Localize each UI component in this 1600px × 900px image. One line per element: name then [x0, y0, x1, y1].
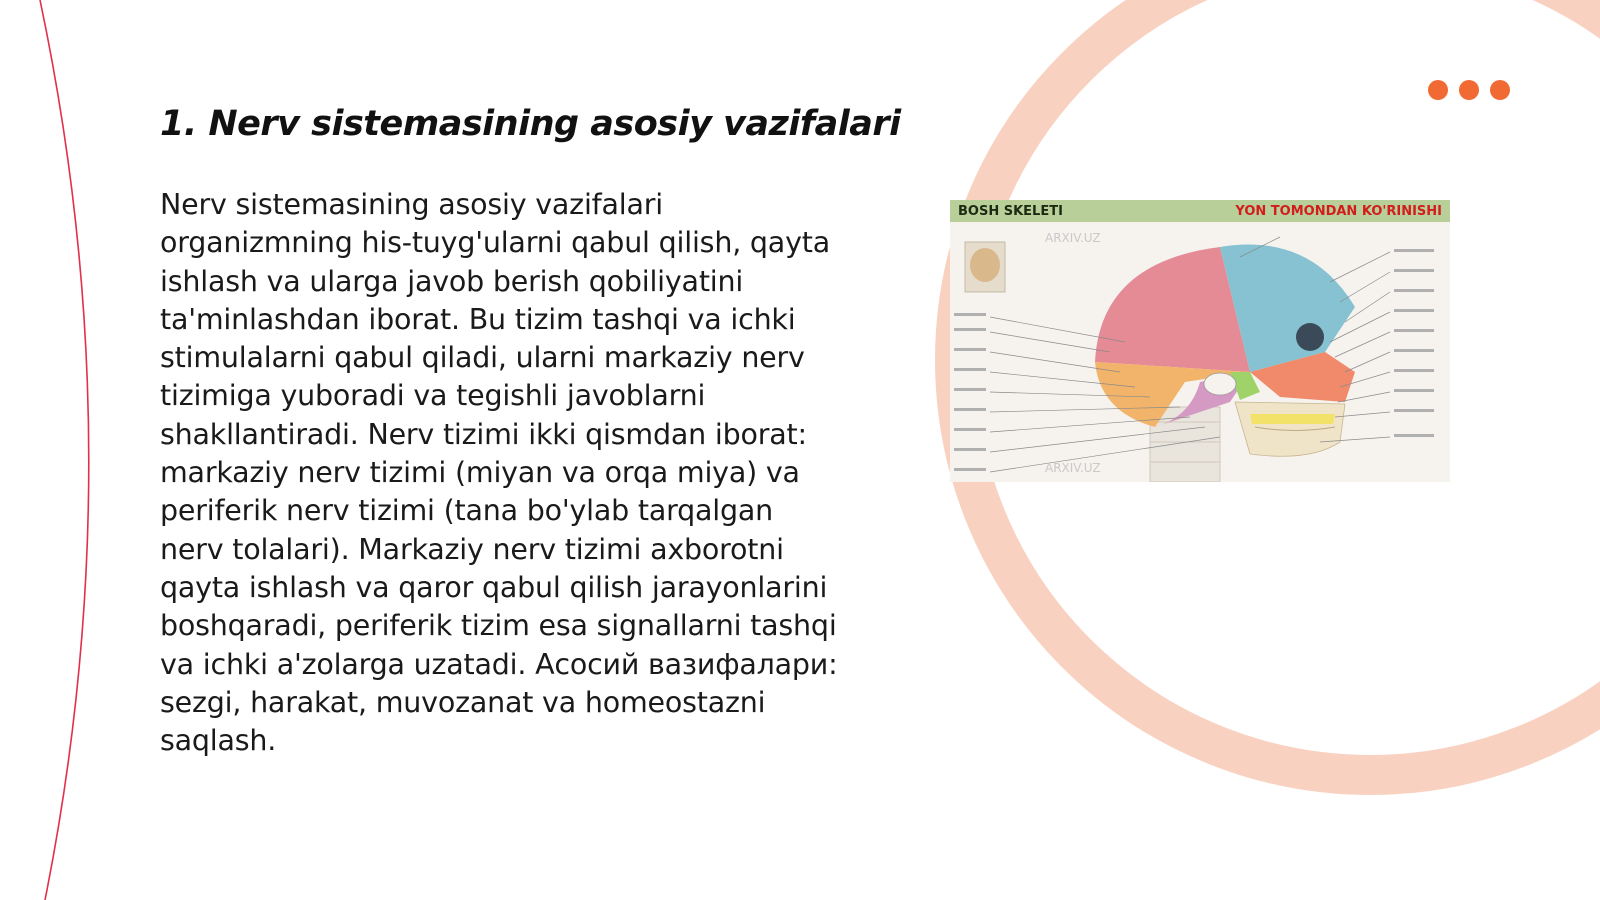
dot-1 — [1428, 80, 1448, 100]
figure-header-right: YON TOMONDAN KO'RINISHI — [1235, 203, 1442, 219]
slide-body-text: Nerv sistemasining asosiy vazifalari organizmning his-tuyg'ularni qabul qilish, qayta ishlash va ularga javob berish qobiliyatini ta'minlashdan iborat. Bu tizim tashqi va ichki stimulalarni qabul qiladi, ularni markaziy nerv tizimiga yuboradi va tegishli javoblarni shakllantiradi. Nerv tizimi ikki qismdan iborat: markaziy nerv tizimi (miyan va orqa miya) va periferik nerv tizimi (tana bo'ylab tarqalgan nerv tolalari). Markaziy nerv tizimi axborotni qayta ishlash va qaror qabul qilish jarayonlarini boshqaradi, periferik tizim esa signallarni tashqi va ichki a'zolarga uzatadi. Асосий вазифалари: sezgi, harakat, muvozanat va homeostazni saqlash. — [160, 188, 838, 758]
more-dots-icon — [1428, 80, 1510, 100]
slide-title: 1. Nerv sistemasining asosiy vazifalari — [160, 104, 901, 144]
watermark-text: ARXIV.UZ — [1045, 231, 1101, 245]
skull-illustration — [950, 222, 1450, 482]
dot-3 — [1490, 80, 1510, 100]
figure-header-left: BOSH SKELETI — [958, 203, 1063, 219]
figure-header — [950, 200, 1450, 222]
watermark-text-2: ARXIV.UZ — [1045, 461, 1101, 475]
skull-diagram-image — [950, 200, 1450, 482]
dot-2 — [1459, 80, 1479, 100]
left-curve-line — [40, 0, 89, 900]
